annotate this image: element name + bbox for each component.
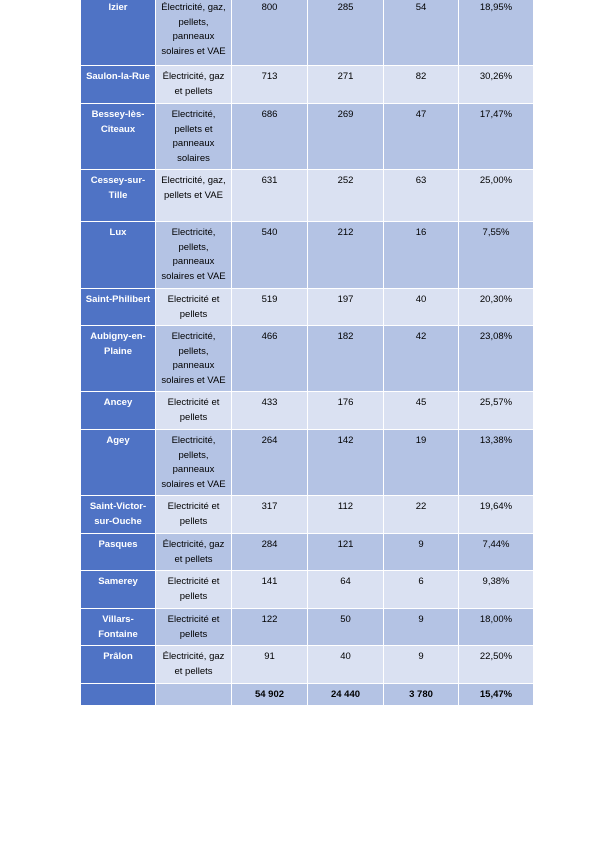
value-cell: 50 [308,609,384,646]
value-cell: 9 [384,609,459,646]
table-row [81,496,534,534]
data-table [80,0,534,706]
percent-cell: 7,44% [459,534,534,571]
value-cell: 252 [308,170,384,222]
value-cell: 121 [308,534,384,571]
value-cell: 82 [384,66,459,104]
value-cell: 16 [384,222,459,289]
table-row [81,326,534,392]
energies-cell: Electricité, gaz, pellets et VAE [156,170,232,222]
percent-cell: 30,26% [459,66,534,104]
value-cell: 197 [308,289,384,326]
value-cell: 713 [232,66,308,104]
commune-cell: Pasques [81,534,156,571]
total-value-cell: 3 780 [384,684,459,706]
value-cell: 800 [232,0,308,66]
table-row [81,571,534,609]
value-cell: 91 [232,646,308,684]
table-row [81,646,534,684]
commune-cell: Saulon-la-Rue [81,66,156,104]
percent-cell: 7,55% [459,222,534,289]
percent-cell: 25,00% [459,170,534,222]
value-cell: 317 [232,496,308,534]
table-row [81,534,534,571]
value-cell: 285 [308,0,384,66]
table-row [81,104,534,170]
percent-cell: 23,08% [459,326,534,392]
percent-cell: 25,57% [459,392,534,430]
value-cell: 9 [384,534,459,571]
value-cell: 9 [384,646,459,684]
energies-cell: Electricité et pellets [156,609,232,646]
value-cell: 540 [232,222,308,289]
commune-cell: Villars-Fontaine [81,609,156,646]
energies-cell: Électricité, gaz, pellets, panneaux solaires et VAE [156,0,232,66]
value-cell: 45 [384,392,459,430]
value-cell: 271 [308,66,384,104]
commune-cell: Lux [81,222,156,289]
energies-cell: Électricité, gaz et pellets [156,66,232,104]
value-cell: 42 [384,326,459,392]
total-row [81,684,534,706]
percent-cell: 9,38% [459,571,534,609]
commune-cell: Aubigny-en-Plaine [81,326,156,392]
commune-cell: Izier [81,0,156,66]
total-value-cell: 24 440 [308,684,384,706]
commune-cell: Samerey [81,571,156,609]
value-cell: 22 [384,496,459,534]
table-row [81,66,534,104]
table-row [81,609,534,646]
energies-cell: Electricité, pellets et panneaux solaires [156,104,232,170]
value-cell: 466 [232,326,308,392]
energies-cell: Electricité et pellets [156,571,232,609]
value-cell: 19 [384,430,459,496]
value-cell: 47 [384,104,459,170]
value-cell: 64 [308,571,384,609]
value-cell: 433 [232,392,308,430]
total-value-cell: 54 902 [232,684,308,706]
value-cell: 212 [308,222,384,289]
value-cell: 519 [232,289,308,326]
table-row [81,430,534,496]
commune-cell: Saint-Philibert [81,289,156,326]
value-cell: 122 [232,609,308,646]
value-cell: 40 [308,646,384,684]
value-cell: 686 [232,104,308,170]
table-row [81,170,534,222]
percent-cell: 13,38% [459,430,534,496]
value-cell: 112 [308,496,384,534]
percent-cell: 18,95% [459,0,534,66]
total-percent-cell: 15,47% [459,684,534,706]
value-cell: 63 [384,170,459,222]
value-cell: 40 [384,289,459,326]
table-row [81,392,534,430]
commune-cell: Cessey-sur-Tille [81,170,156,222]
energies-cell: Electricité, pellets, panneaux solaires et VAE [156,326,232,392]
energies-cell: Électricité, gaz et pellets [156,534,232,571]
energies-cell: Electricité, pellets, panneaux solaires et VAE [156,430,232,496]
value-cell: 54 [384,0,459,66]
commune-cell: Ancey [81,392,156,430]
commune-cell: Agey [81,430,156,496]
value-cell: 182 [308,326,384,392]
value-cell: 141 [232,571,308,609]
value-cell: 631 [232,170,308,222]
commune-cell: Bessey-lès-Cîteaux [81,104,156,170]
percent-cell: 20,30% [459,289,534,326]
percent-cell: 19,64% [459,496,534,534]
commune-cell: Saint-Victor-sur-Ouche [81,496,156,534]
value-cell: 6 [384,571,459,609]
value-cell: 269 [308,104,384,170]
total-energies-cell [156,684,232,706]
energies-cell: Électricité, gaz et pellets [156,646,232,684]
value-cell: 142 [308,430,384,496]
total-label-cell [81,684,156,706]
energies-cell: Electricité et pellets [156,496,232,534]
value-cell: 264 [232,430,308,496]
percent-cell: 22,50% [459,646,534,684]
table-row [81,222,534,289]
commune-cell: Prâlon [81,646,156,684]
energies-cell: Electricité et pellets [156,289,232,326]
table-row [81,0,534,66]
value-cell: 284 [232,534,308,571]
table-row [81,289,534,326]
percent-cell: 18,00% [459,609,534,646]
percent-cell: 17,47% [459,104,534,170]
value-cell: 176 [308,392,384,430]
energies-cell: Electricité, pellets, panneaux solaires et VAE [156,222,232,289]
energies-cell: Electricité et pellets [156,392,232,430]
